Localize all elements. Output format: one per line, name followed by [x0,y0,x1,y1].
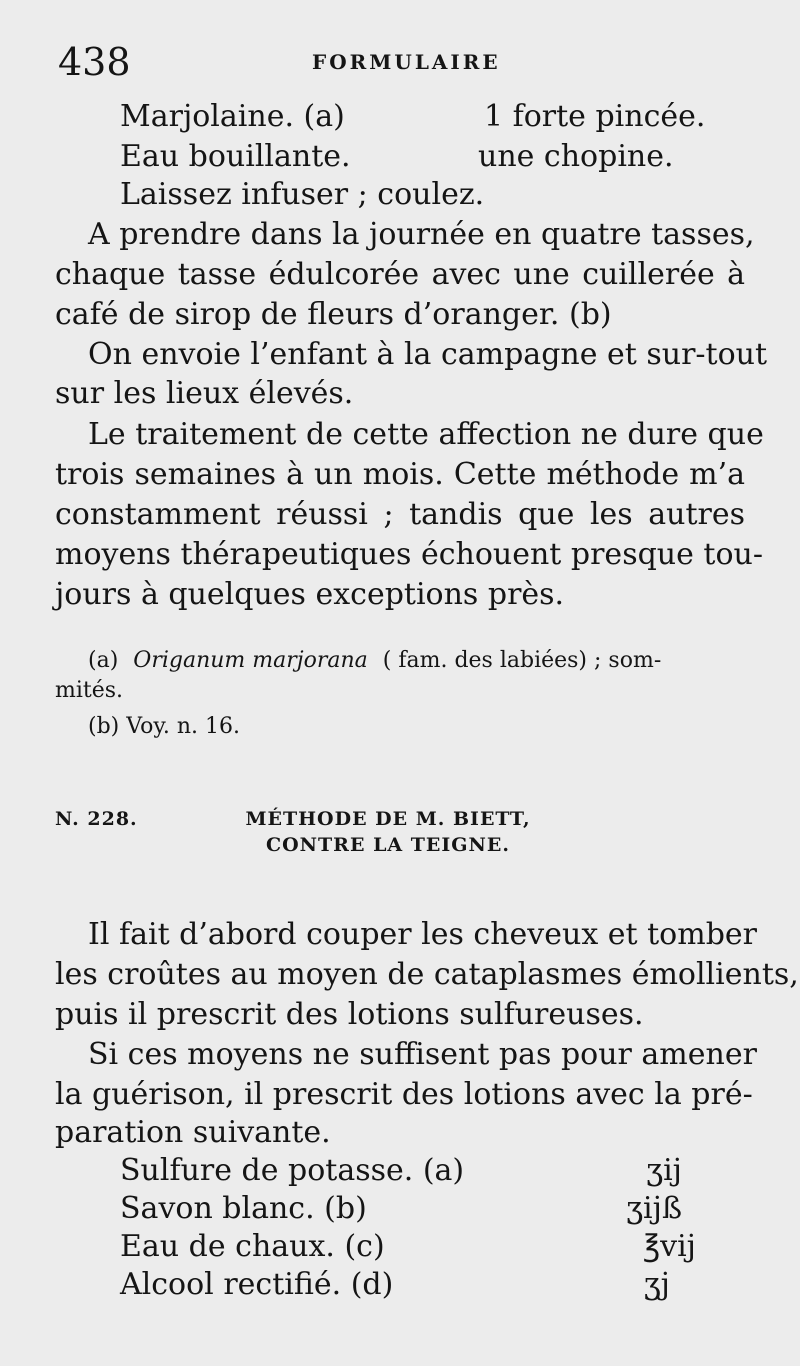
section-title-line2: CONTRE LA TEIGNE. [266,834,510,856]
footnote-latin-name: Origanum marjorana [133,648,368,673]
paragraph-line: chaque tasse édulcorée avec une cuillerée à [55,257,745,292]
recipe-ingredient: Savon blanc. (b) [120,1191,367,1226]
instruction-infuse: Laissez infuser ; coulez. [120,177,485,212]
recipe-quantity: ʒijß [626,1191,682,1226]
recipe-quantity: ℥vij [642,1229,696,1264]
paragraph-line: On envoie l’enfant à la campagne et sur-tout [88,337,768,372]
footnote-b: (b) Voy. n. 16. [88,714,240,739]
paragraph-line: paration suivante. [55,1115,331,1150]
recipe-ingredient: Eau bouillante. [120,139,351,174]
recipe-quantity: une chopine. [478,139,674,174]
footnote-text: ( fam. des labiées) ; som- [382,648,662,673]
paragraph-line: Le traitement de cette affection ne dure que [88,417,764,452]
recipe-ingredient: Sulfure de potasse. (a) [120,1153,465,1188]
paragraph-line: café de sirop de fleurs d’oranger. (b) [55,297,612,332]
paragraph-line: la guérison, il prescrit des lotions avec la pré- [55,1077,753,1112]
recipe-quantity: ʒj [643,1267,670,1302]
paragraph-line: les croûtes au moyen de cataplasmes émollients, [55,957,799,992]
section-number: N. 228. [55,808,138,830]
paragraph-line: trois semaines à un mois. Cette méthode m’a [55,457,745,492]
recipe-ingredient: Alcool rectifié. (d) [120,1267,394,1302]
recipe-ingredient: Marjolaine. (a) [120,99,345,134]
paragraph-line: puis il prescrit des lotions sulfureuses. [55,997,644,1032]
recipe-ingredient: Eau de chaux. (c) [120,1229,385,1264]
section-title-line1: MÉTHODE DE M. BIETT, [245,808,531,830]
recipe-quantity: ʒij [646,1153,682,1188]
paragraph-line: Si ces moyens ne suffisent pas pour amener [88,1037,757,1072]
paragraph-line: constamment réussi ; tandis que les autres [55,497,745,532]
paragraph-line: jours à quelques exceptions près. [55,577,565,612]
recipe-quantity: 1 forte pincée. [484,99,706,134]
paragraph-line: moyens thérapeutiques échouent presque tou- [55,537,763,572]
page-number: 438 [58,40,131,84]
footnote-a [88,648,745,673]
paragraph-line: A prendre dans la journée en quatre tasses, [88,217,755,252]
paragraph-line: Il fait d’abord couper les cheveux et tomber [88,917,757,952]
footnote-marker: (a) [88,648,119,673]
paragraph-line: sur les lieux élevés. [55,376,354,411]
footnote-a-continuation: mités. [55,678,124,703]
running-title: FORMULAIRE [312,50,501,74]
